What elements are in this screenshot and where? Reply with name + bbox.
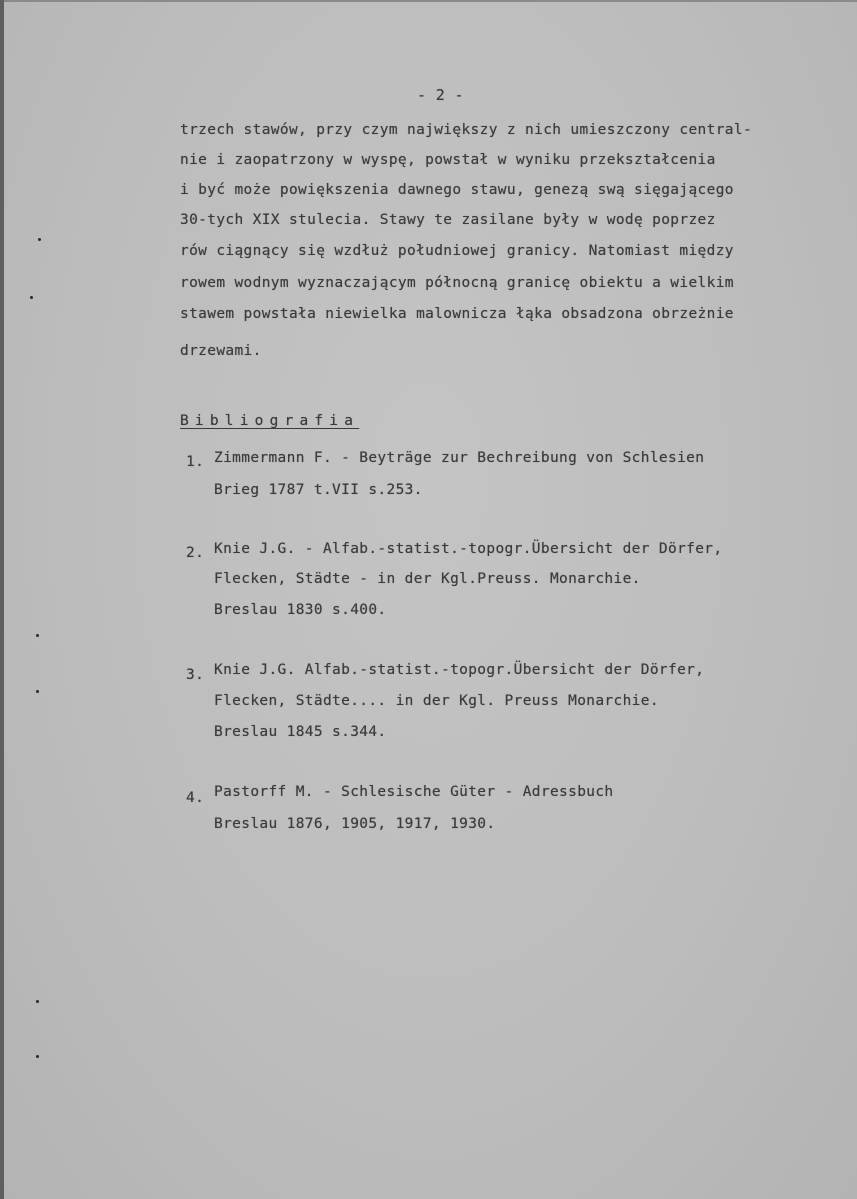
paragraph-line: stawem powstała niewielka malownicza łąka obsadzona obrzeżnie [180, 306, 734, 322]
entry-number: 4. [186, 790, 205, 806]
entry-number: 2. [186, 545, 205, 561]
entry-line: Knie J.G. Alfab.-statist.-topogr.Übersicht der Dörfer, [214, 662, 705, 678]
paragraph-line: rów ciągnący się wzdłuż południowej granicy. Natomiast między [180, 243, 734, 259]
entry-line: Breslau 1830 s.400. [214, 602, 387, 618]
entry-line: Breslau 1876, 1905, 1917, 1930. [214, 816, 496, 832]
entry-line: Knie J.G. - Alfab.-statist.-topogr.Übersicht der Dörfer, [214, 541, 723, 557]
margin-mark [36, 634, 39, 637]
entry-number: 1. [186, 454, 205, 470]
margin-mark [36, 1000, 39, 1003]
entry-line: Breslau 1845 s.344. [214, 724, 387, 740]
margin-mark [38, 238, 41, 241]
scan-top-edge [0, 0, 857, 2]
entry-line: Pastorff M. - Schlesische Güter - Adressbuch [214, 784, 614, 800]
entry-line: Brieg 1787 t.VII s.253. [214, 482, 423, 498]
entry-line: Flecken, Städte - in der Kgl.Preuss. Monarchie. [214, 571, 641, 587]
margin-mark [36, 1055, 39, 1058]
paragraph-line: 30-tych XIX stulecia. Stawy te zasilane były w wodę poprzez [180, 212, 716, 228]
paragraph-line: rowem wodnym wyznaczającym północną granicę obiektu a wielkim [180, 275, 734, 291]
paragraph-line: drzewami. [180, 343, 262, 359]
scan-left-edge [0, 0, 4, 1199]
entry-line: Flecken, Städte.... in der Kgl. Preuss Monarchie. [214, 693, 659, 709]
paragraph-line: trzech stawów, przy czym największy z nich umieszczony central- [180, 122, 753, 138]
bibliography-heading: Bibliografia [180, 413, 360, 429]
paragraph-line: i być może powiększenia dawnego stawu, genezą swą sięgającego [180, 182, 734, 198]
margin-mark [30, 296, 33, 299]
paragraph-line: nie i zaopatrzony w wyspę, powstał w wyniku przekształcenia [180, 152, 716, 168]
page-number: - 2 - [417, 86, 464, 104]
margin-mark [36, 690, 39, 693]
entry-number: 3. [186, 667, 205, 683]
entry-line: Zimmermann F. - Beyträge zur Bechreibung von Schlesien [214, 450, 705, 466]
